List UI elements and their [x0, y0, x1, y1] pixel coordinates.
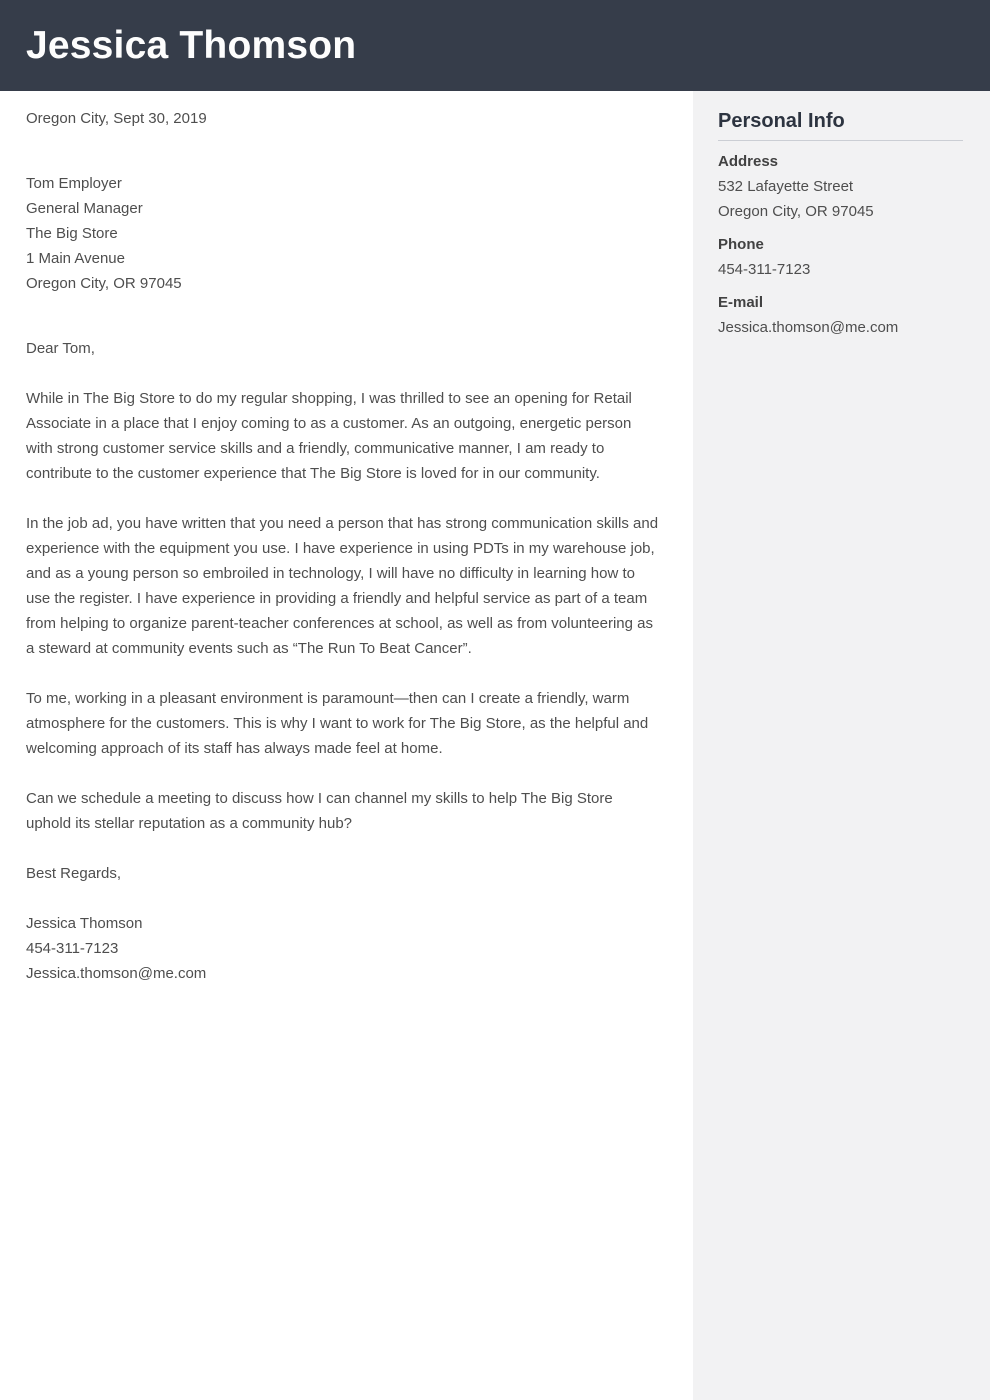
address-line-2: Oregon City, OR 97045 — [718, 203, 874, 220]
recipient-name: Tom Employer — [26, 175, 122, 192]
letter-date: Oregon City, Sept 30, 2019 — [26, 110, 207, 127]
signature-block — [26, 911, 660, 986]
letter-paragraph-2: In the job ad, you have written that you need a person that has strong communication skills and experience with the equipment you use. I have experience in using PDTs in my warehouse job, and as a young person so embroiled in technology, I will have no difficulty in learning how to use the register. I have experience in providing a friendly and helpful service as part of a team from helping to organize parent-teacher conferences at school, as well as from volunteering as a steward at community events such as “The Run To Beat Cancer”. — [26, 515, 659, 657]
signature-email: Jessica.thomson@me.com — [26, 965, 207, 982]
content-area — [0, 91, 990, 1400]
phone-label: Phone — [718, 236, 764, 253]
recipient-street: 1 Main Avenue — [26, 250, 125, 267]
letter-body — [0, 91, 693, 1400]
header-bar — [0, 0, 990, 91]
sidebar-section-address — [718, 149, 963, 224]
recipient-title: General Manager — [26, 200, 143, 217]
signature-name: Jessica Thomson — [26, 915, 143, 932]
signature-phone: 454-311-7123 — [26, 940, 119, 957]
email-value: Jessica.thomson@me.com — [718, 319, 899, 336]
phone-value: 454-311-7123 — [718, 261, 811, 278]
email-label: E-mail — [718, 294, 764, 311]
recipient-city: Oregon City, OR 97045 — [26, 275, 182, 292]
recipient-block — [26, 171, 660, 296]
salutation: Dear Tom, — [26, 340, 95, 357]
closing: Best Regards, — [26, 865, 122, 882]
recipient-company: The Big Store — [26, 225, 118, 242]
letter-paragraph-4: Can we schedule a meeting to discuss how I can channel my skills to help The Big Store uphold its stellar reputation as a community hub? — [26, 790, 613, 832]
letter-paragraph-3: To me, working in a pleasant environment is paramount—then can I create a friendly, warm atmosphere for the customers. This is why I want to work for The Big Store, as the helpful and welcoming approach of its staff has always made feel at home. — [26, 690, 649, 757]
sidebar-section-phone — [718, 232, 963, 282]
personal-info-panel — [693, 91, 990, 1400]
sidebar-title: Personal Info — [718, 108, 963, 141]
sidebar-section-email — [718, 290, 963, 340]
candidate-name: Jessica Thomson — [26, 24, 357, 67]
address-line-1: 532 Lafayette Street — [718, 178, 854, 195]
address-label: Address — [718, 153, 779, 170]
letter-paragraph-1: While in The Big Store to do my regular shopping, I was thrilled to see an opening for Retail Associate in a place that I enjoy coming to as a customer. As an outgoing, energetic person with strong customer service skills and a friendly, communicative manner, I am ready to contribute to the customer experience that The Big Store is loved for in our community. — [26, 390, 632, 482]
